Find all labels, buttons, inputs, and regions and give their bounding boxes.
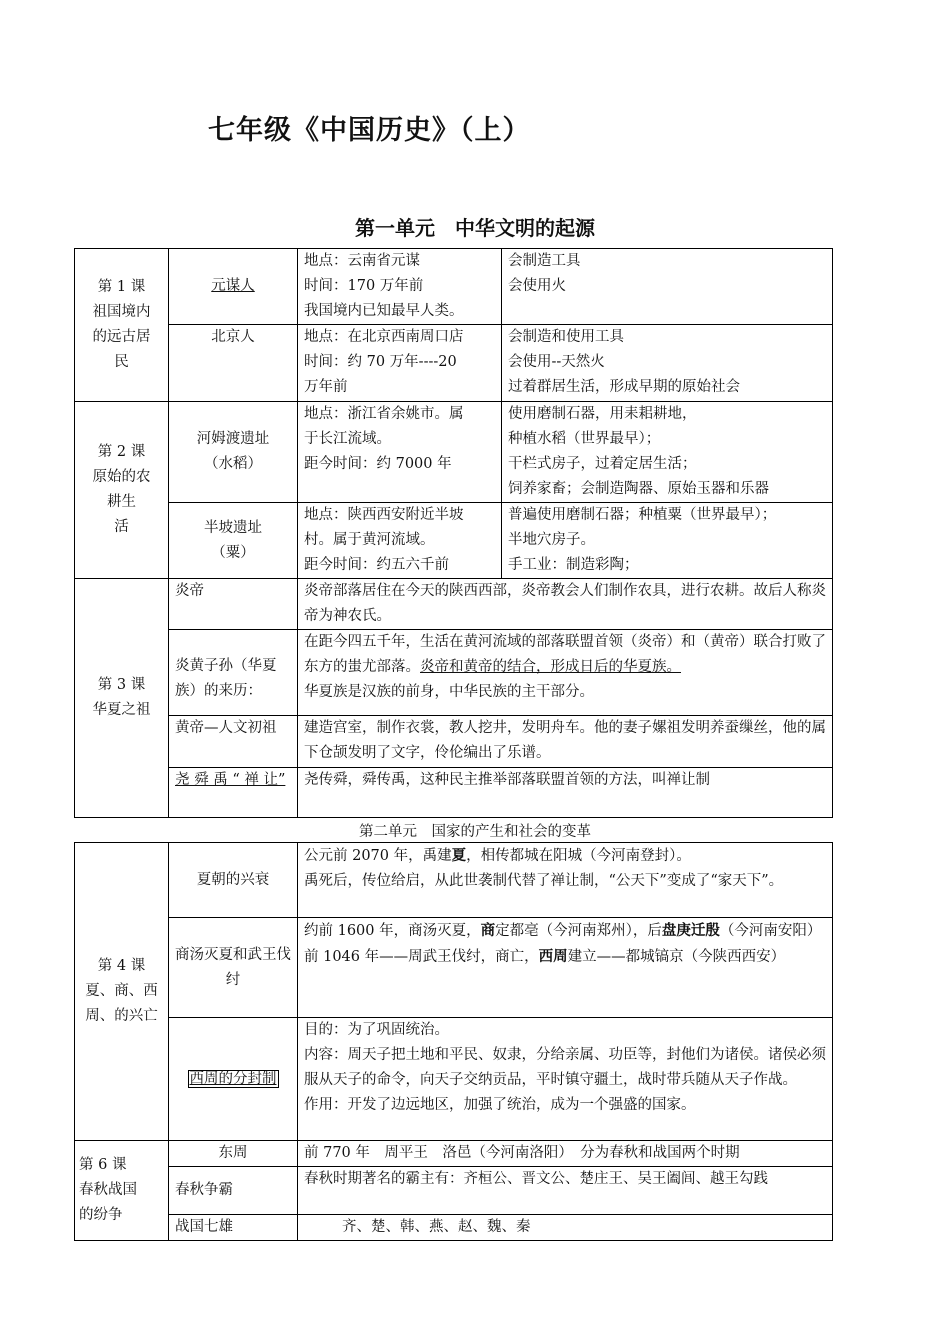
lesson-2-label: 第 2 课 原始的农 耕生 活: [75, 402, 169, 579]
facts-cell: 地点：浙江省余姚市。属 于长江流域。 距今时间：约 7000 年: [298, 402, 502, 503]
table-row: [75, 1215, 833, 1241]
topic-yuanmou: 元谋人: [169, 249, 298, 325]
content-cell: 春秋时期著名的霸主有：齐桓公、晋文公、楚庄王、吴王阖闾、越王勾践: [298, 1167, 833, 1215]
topic-shang-zhou: 商汤灭夏和武王伐纣: [169, 918, 298, 1018]
table-row: [75, 249, 833, 325]
topic-yanhuang: 炎黄子孙（华夏族）的来历：: [169, 630, 298, 716]
table-row: [75, 325, 833, 402]
underlined-phrase: 炎帝和黄帝的结合，形成日后的华夏族。: [420, 659, 681, 675]
unit-2-table: [74, 842, 833, 1241]
unit-1-title: 第一单元 中华文明的起源: [355, 216, 595, 240]
lesson-6-label: 第 6 课 春秋战国 的纷争: [75, 1141, 169, 1241]
table-row: [75, 1167, 833, 1215]
table-row: [75, 918, 833, 1018]
topic-yandi: 炎帝: [169, 579, 298, 630]
table-row: [75, 843, 833, 918]
content-cell: 公元前 2070 年，禹建夏，相传都城在阳城（今河南登封）。 禹死后，传位给启，从此世袭制代替了禅让制，“公天下”变成了“家天下”。: [298, 843, 833, 918]
table-row: [75, 503, 833, 579]
topic-fengjian: 西周的分封制: [169, 1018, 298, 1141]
topic-chunqiu: 春秋争霸: [169, 1167, 298, 1215]
table-row: [75, 402, 833, 503]
table-row: [75, 1018, 833, 1141]
content-cell: 在距今四五千年，生活在黄河流域的部落联盟首领（炎帝）和（黄帝）联合打败了东方的蚩尤部落。炎帝和黄帝的结合，形成日后的华夏族。 华夏族是汉族的前身，中华民族的主干部分。: [298, 630, 833, 716]
notes-cell: 普遍使用磨制石器；种植粟（世界最早）； 半地穴房子。 手工业：制造彩陶；: [502, 503, 833, 579]
lesson-1-label: 第 1 课 祖国境内 的远古居 民: [75, 249, 169, 402]
content-cell: 齐、楚、韩、燕、赵、魏、秦: [298, 1215, 833, 1241]
facts-cell: 地点：陕西西安附近半坡 村。属于黄河流域。 距今时间：约五六千前: [298, 503, 502, 579]
table-row: [75, 1141, 833, 1167]
facts-cell: 地点：云南省元谋 时间：170 万年前 我国境内已知最早人类。: [298, 249, 502, 325]
topic-peking-man: 北京人: [169, 325, 298, 402]
lesson-3-label: 第 3 课 华夏之祖: [75, 579, 169, 818]
table-row: [75, 630, 833, 716]
unit-1-table: [74, 248, 833, 818]
topic-xia: 夏朝的兴衰: [169, 843, 298, 918]
content-cell: 前 770 年 周平王 洛邑（今河南洛阳） 分为春秋和战国两个时期: [298, 1141, 833, 1167]
unit-2-title: 第二单元 国家的产生和社会的变革: [359, 824, 591, 840]
topic-banpo: 半坡遗址 （粟）: [169, 503, 298, 579]
table-row: [75, 768, 833, 818]
topic-huangdi: 黄帝—人文初祖: [169, 716, 298, 768]
notes-cell: 使用磨制石器，用耒耜耕地， 种植水稻（世界最早）； 干栏式房子，过着定居生活； 饲养家畜；会制造陶器、原始玉器和乐器: [502, 402, 833, 503]
lesson-4-label: 第 4 课 夏、商、西 周、的兴亡: [75, 843, 169, 1141]
notes-cell: 会制造工具 会使用火: [502, 249, 833, 325]
content-cell: 约前 1600 年，商汤灭夏，商定都亳（今河南郑州），后盘庚迁殷（今河南安阳） 前 1046 年——周武王伐纣，商亡，西周建立——都城镐京（今陕西西安）: [298, 918, 833, 1018]
facts-cell: 地点：在北京西南周口店 时间：约 70 万年----20 万年前: [298, 325, 502, 402]
topic-zhanguo: 战国七雄: [169, 1215, 298, 1241]
topic-dongzhou: 东周: [169, 1141, 298, 1167]
table-row: [75, 716, 833, 768]
topic-shanrang: 尧 舜 禹 “ 禅 让”: [169, 768, 298, 818]
page-title: 七年级《中国历史》（上）: [208, 115, 531, 146]
content-cell: 目的：为了巩固统治。 内容：周天子把土地和平民、奴隶，分给亲属、功臣等，封他们为诸侯。诸侯必须服从天子的命令，向天子交纳贡品，平时镇守疆土，战时带兵随从天子作战。 作用：开发了边远地区，加强了统治，成为一个强盛的国家。: [298, 1018, 833, 1141]
content-cell: 建造宫室，制作衣裳，教人挖井，发明舟车。他的妻子嫘祖发明养蚕缫丝，他的属下仓颉发明了文字，伶伦编出了乐谱。: [298, 716, 833, 768]
content-cell: 尧传舜，舜传禹，这种民主推举部落联盟首领的方法，叫禅让制: [298, 768, 833, 818]
content-cell: 炎帝部落居住在今天的陕西西部，炎帝教会人们制作农具，进行农耕。故后人称炎帝为神农氏。: [298, 579, 833, 630]
notes-cell: 会制造和使用工具 会使用--天然火 过着群居生活，形成早期的原始社会: [502, 325, 833, 402]
topic-hemudu: 河姆渡遗址 （水稻）: [169, 402, 298, 503]
table-row: [75, 579, 833, 630]
